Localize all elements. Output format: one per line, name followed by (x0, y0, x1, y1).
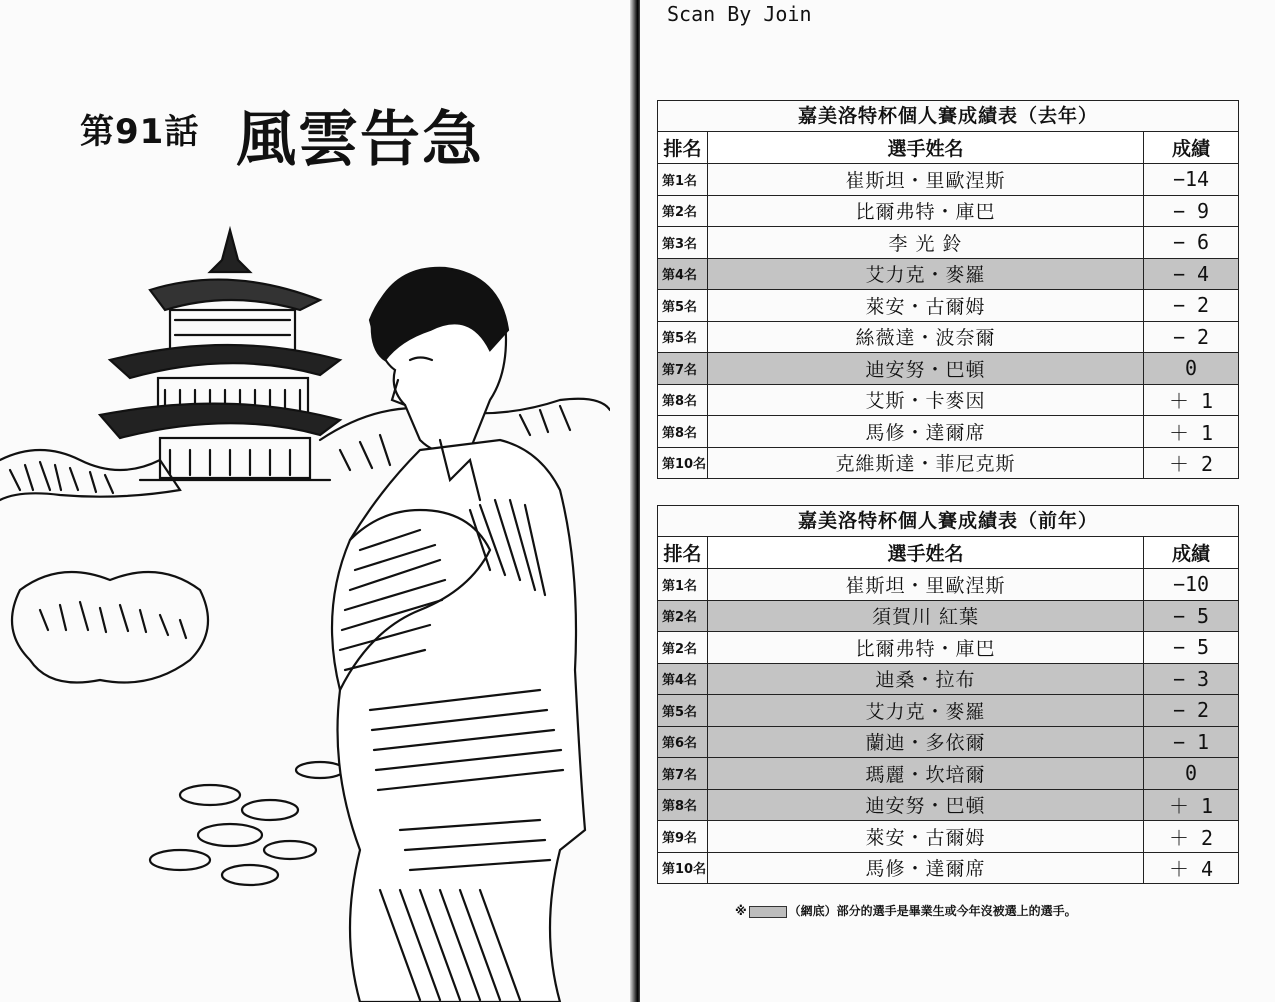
rank-cell: 第5名 (658, 695, 708, 727)
player-name-cell: 須賀川 紅葉 (708, 600, 1144, 632)
player-name-cell: 迪安努・巴頓 (708, 353, 1144, 385)
shading-swatch (749, 906, 787, 918)
player-name-cell: 艾力克・麥羅 (708, 695, 1144, 727)
table-row (658, 195, 1239, 227)
rank-cell: 第1名 (658, 164, 708, 196)
table-row (658, 726, 1239, 758)
table-row (658, 258, 1239, 290)
chapter-number: 第91話 (80, 112, 200, 152)
rank-cell: 第8名 (658, 416, 708, 448)
score-cell: − 5 (1144, 600, 1239, 632)
rank-cell: 第2名 (658, 195, 708, 227)
table-header-row (658, 537, 1239, 569)
table-row (658, 290, 1239, 322)
rank-cell: 第8名 (658, 789, 708, 821)
player-name-cell: 迪桑・拉布 (708, 663, 1144, 695)
score-cell: ＋ 2 (1144, 821, 1239, 853)
table-row (658, 569, 1239, 601)
score-cell: − 4 (1144, 258, 1239, 290)
score-cell: −10 (1144, 569, 1239, 601)
rank-cell: 第4名 (658, 258, 708, 290)
table-row (658, 447, 1239, 479)
player-name-cell: 艾力克・麥羅 (708, 258, 1144, 290)
table-row (658, 416, 1239, 448)
rank-cell: 第6名 (658, 726, 708, 758)
score-cell: ＋ 1 (1144, 416, 1239, 448)
rank-cell: 第7名 (658, 353, 708, 385)
table-row (658, 227, 1239, 259)
left-page (0, 0, 636, 1002)
score-cell: − 2 (1144, 321, 1239, 353)
table-row (658, 663, 1239, 695)
player-name-cell: 李 光 鈴 (708, 227, 1144, 259)
score-cell: ＋ 4 (1144, 852, 1239, 884)
score-cell: − 9 (1144, 195, 1239, 227)
table-row (658, 321, 1239, 353)
score-cell: − 2 (1144, 290, 1239, 322)
rank-cell: 第2名 (658, 600, 708, 632)
rank-cell: 第1名 (658, 569, 708, 601)
rank-cell: 第9名 (658, 821, 708, 853)
player-name-cell: 艾斯・卡麥因 (708, 384, 1144, 416)
table-row (658, 758, 1239, 790)
rank-cell: 第8名 (658, 384, 708, 416)
player-name-cell: 比爾弗特・庫巴 (708, 195, 1144, 227)
player-name-cell: 崔斯坦・里歐涅斯 (708, 164, 1144, 196)
rank-cell: 第10名 (658, 852, 708, 884)
score-cell: −14 (1144, 164, 1239, 196)
player-name-cell: 克維斯達・菲尼克斯 (708, 447, 1144, 479)
score-cell: 0 (1144, 758, 1239, 790)
score-table-prev-year (657, 505, 1239, 884)
rank-cell: 第2名 (658, 632, 708, 664)
manga-illustration (0, 210, 610, 1002)
header-rank: 排名 (658, 132, 708, 164)
player-name-cell: 馬修・達爾席 (708, 416, 1144, 448)
footnote-text: （網底）部分的選手是畢業生或今年沒被選上的選手。 (788, 904, 1077, 918)
score-cell: ＋ 1 (1144, 384, 1239, 416)
footnote-mark: ※ (735, 904, 747, 918)
table-caption: 嘉美洛特杯個人賽成績表（去年） (657, 100, 1239, 131)
table-row (658, 353, 1239, 385)
scan-credit: Scan By Join (667, 2, 812, 26)
score-cell: − 2 (1144, 695, 1239, 727)
header-player-name: 選手姓名 (708, 132, 1144, 164)
rank-cell: 第4名 (658, 663, 708, 695)
score-cell: − 6 (1144, 227, 1239, 259)
rank-cell: 第5名 (658, 321, 708, 353)
table-header-row (658, 132, 1239, 164)
score-cell: − 1 (1144, 726, 1239, 758)
rank-cell: 第5名 (658, 290, 708, 322)
table-row (658, 789, 1239, 821)
player-name-cell: 萊安・古爾姆 (708, 821, 1144, 853)
table-row (658, 852, 1239, 884)
rank-cell: 第7名 (658, 758, 708, 790)
table-row (658, 695, 1239, 727)
table-row (658, 384, 1239, 416)
rank-cell: 第10名 (658, 447, 708, 479)
header-rank: 排名 (658, 537, 708, 569)
header-score: 成績 (1144, 132, 1239, 164)
table-row (658, 632, 1239, 664)
player-name-cell: 萊安・古爾姆 (708, 290, 1144, 322)
player-name-cell: 比爾弗特・庫巴 (708, 632, 1144, 664)
table-row (658, 821, 1239, 853)
player-name-cell: 迪安努・巴頓 (708, 789, 1144, 821)
table-row (658, 164, 1239, 196)
player-name-cell: 蘭迪・多依爾 (708, 726, 1144, 758)
player-name-cell: 馬修・達爾席 (708, 852, 1144, 884)
score-cell: 0 (1144, 353, 1239, 385)
table-caption: 嘉美洛特杯個人賽成績表（前年） (657, 505, 1239, 536)
header-player-name: 選手姓名 (708, 537, 1144, 569)
table-row (658, 600, 1239, 632)
score-cell: − 5 (1144, 632, 1239, 664)
rank-cell: 第3名 (658, 227, 708, 259)
footnote (735, 902, 1077, 919)
score-table-last-year (657, 100, 1239, 479)
score-cell: − 3 (1144, 663, 1239, 695)
player-name-cell: 崔斯坦・里歐涅斯 (708, 569, 1144, 601)
score-cell: ＋ 2 (1144, 447, 1239, 479)
chapter-title: 風雲告急 (236, 105, 484, 175)
header-score: 成績 (1144, 537, 1239, 569)
score-cell: ＋ 1 (1144, 789, 1239, 821)
player-name-cell: 絲薇達・波奈爾 (708, 321, 1144, 353)
player-name-cell: 瑪麗・坎培爾 (708, 758, 1144, 790)
